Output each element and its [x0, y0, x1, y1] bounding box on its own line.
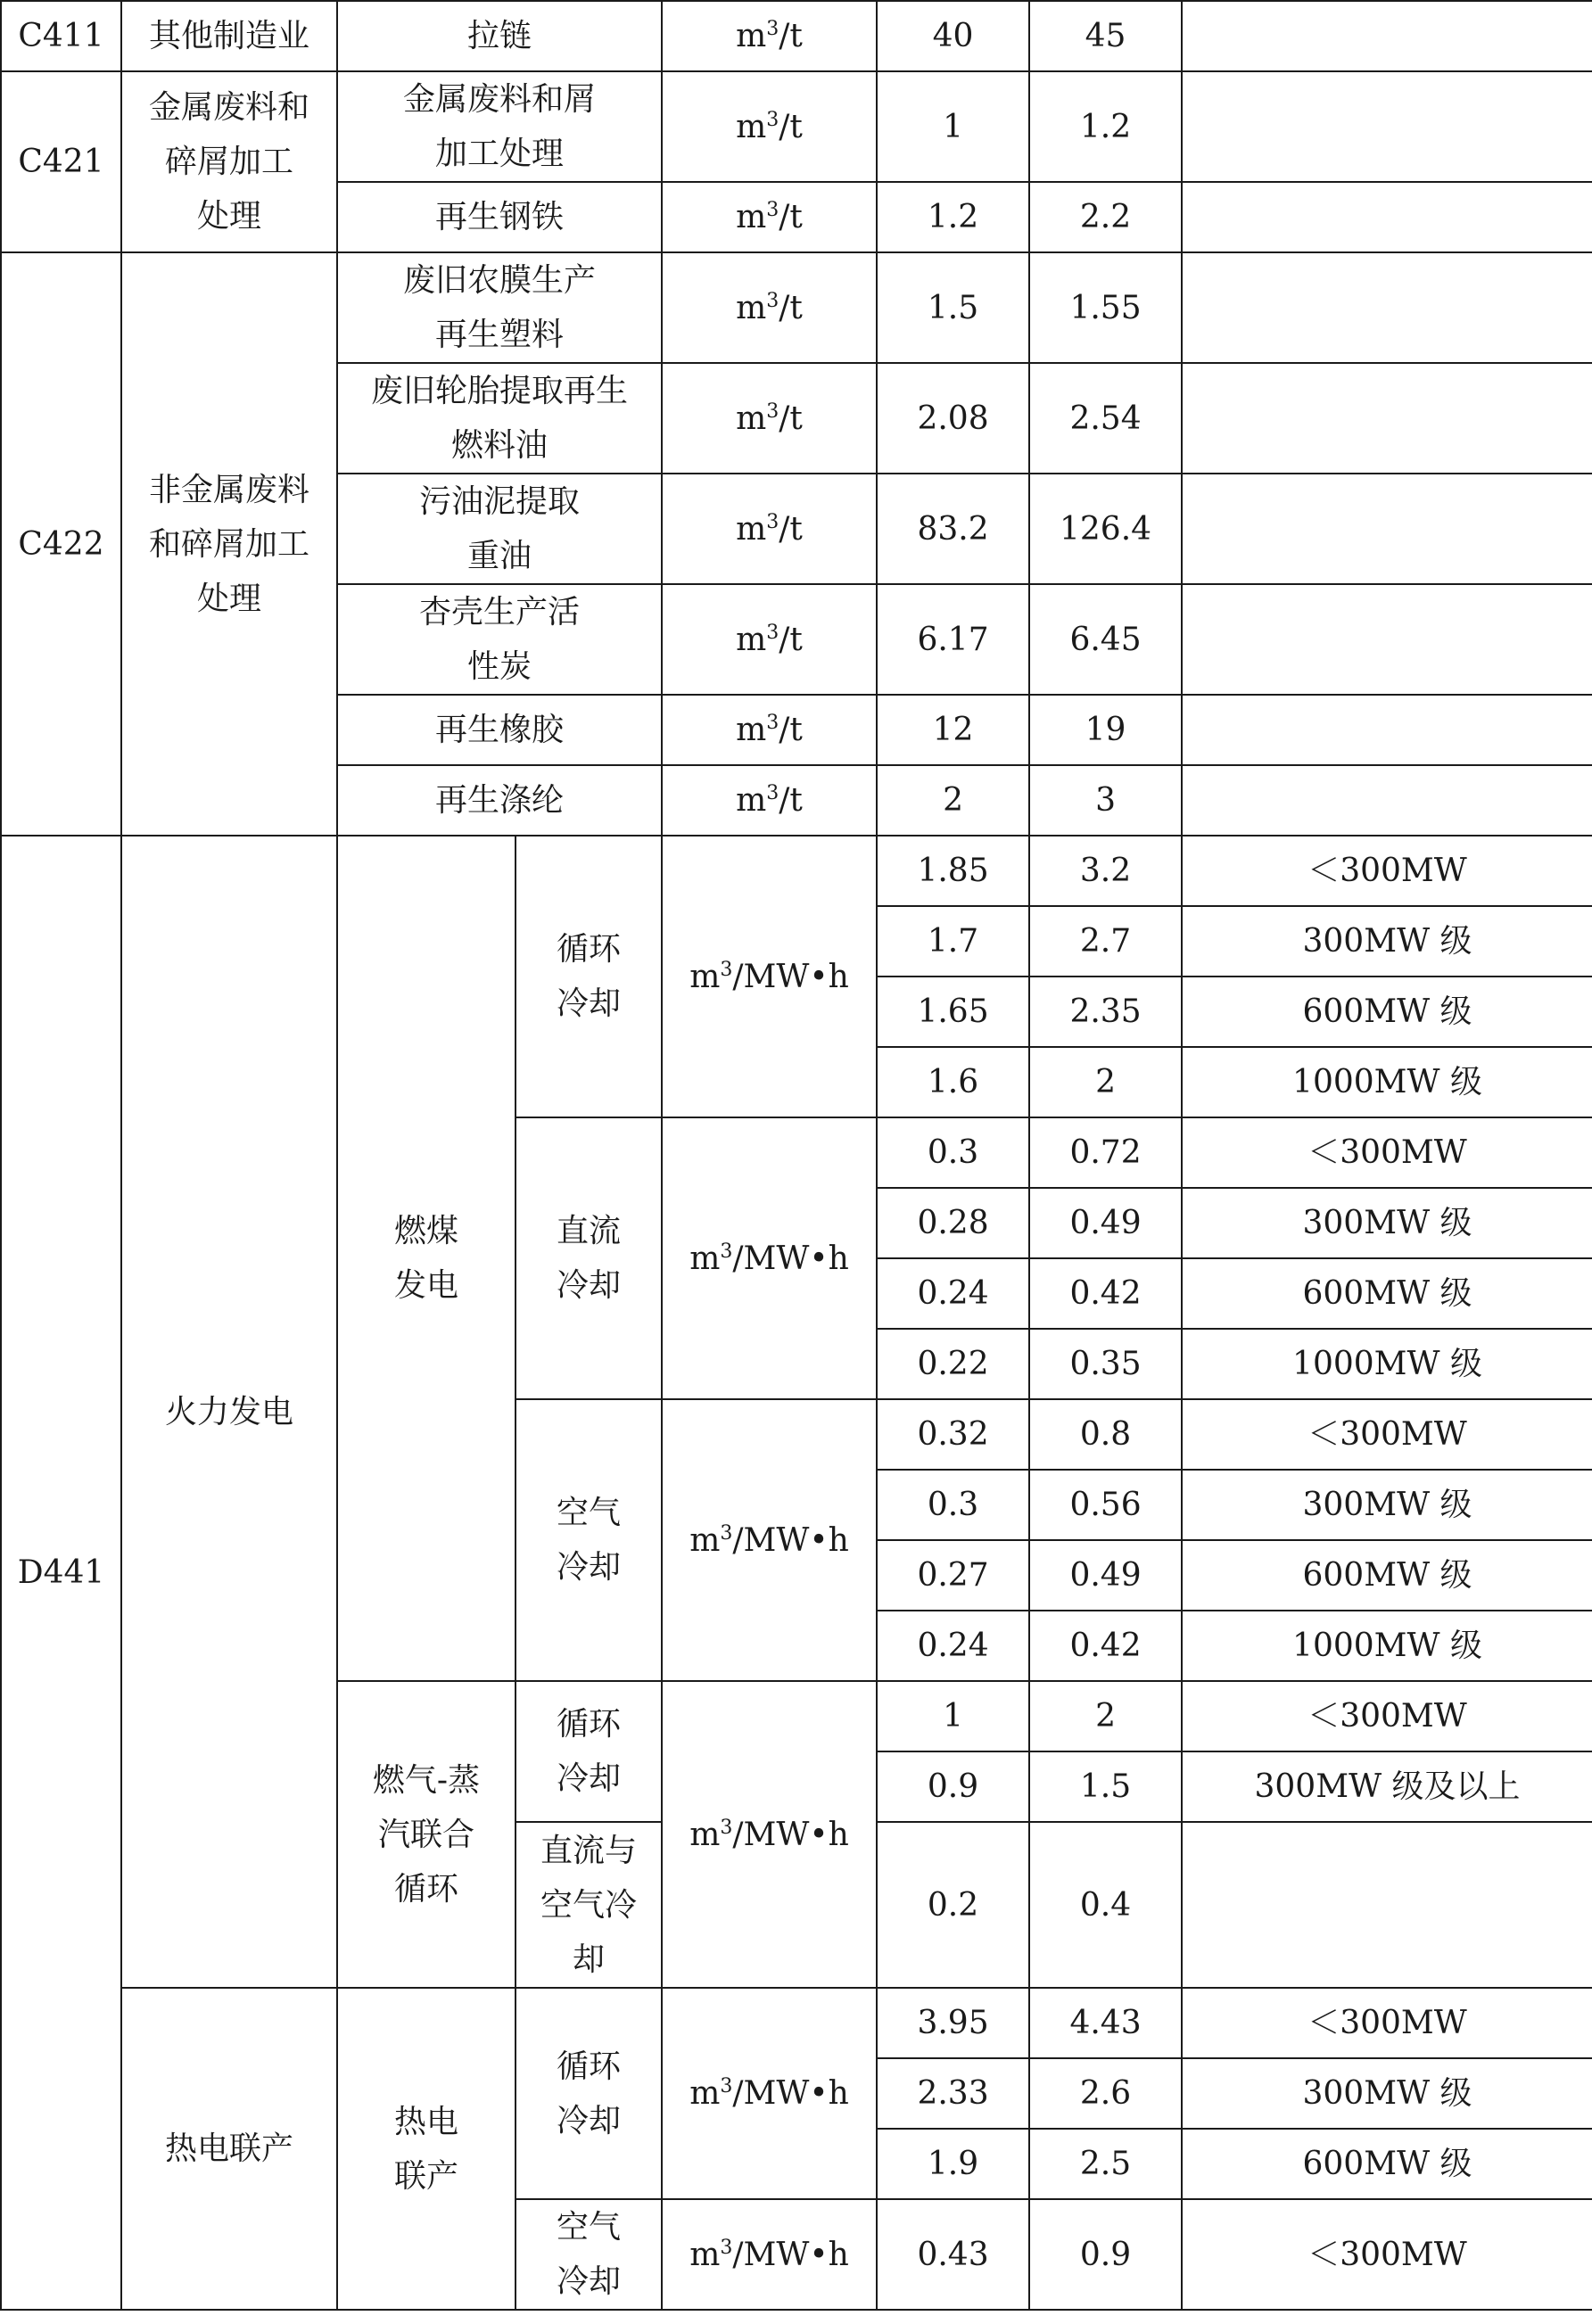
- industry-category: 其他制造业: [121, 1, 337, 71]
- unit: $m^3/t$: [662, 474, 877, 584]
- value-advanced: 1.2: [877, 182, 1029, 252]
- industry-code: D441: [1, 836, 121, 2310]
- unit: $m^3/t$: [662, 363, 877, 474]
- note: [1182, 695, 1592, 765]
- product-name: 金属废料和屑 加工处理: [337, 71, 662, 182]
- table-row: [1, 71, 1592, 182]
- value-advanced: 40: [877, 1, 1029, 71]
- note: ＜300MW: [1182, 836, 1592, 906]
- value-advanced: 1.65: [877, 977, 1029, 1047]
- unit: $m^3/MW•h$: [662, 1117, 877, 1399]
- value-general: 0.8: [1029, 1399, 1182, 1470]
- unit: $m^3/MW•h$: [662, 1681, 877, 1988]
- value-advanced: 1: [877, 1681, 1029, 1751]
- cooling-method: 循环 冷却: [516, 836, 662, 1117]
- value-advanced: 12: [877, 695, 1029, 765]
- note: [1182, 474, 1592, 584]
- value-general: 0.35: [1029, 1329, 1182, 1399]
- value-advanced: 1: [877, 71, 1029, 182]
- cooling-method: 直流 冷却: [516, 1117, 662, 1399]
- product-name: 污油泥提取 重油: [337, 474, 662, 584]
- cooling-method: 直流与 空气冷 却: [516, 1822, 662, 1988]
- unit: $m^3/MW•h$: [662, 2199, 877, 2310]
- value-advanced: 0.3: [877, 1470, 1029, 1540]
- cooling-method: 空气 冷却: [516, 2199, 662, 2310]
- cooling-method: 循环 冷却: [516, 1988, 662, 2199]
- note: 300MW 级: [1182, 906, 1592, 977]
- product-name: 废旧轮胎提取再生 燃料油: [337, 363, 662, 474]
- product-name: 再生钢铁: [337, 182, 662, 252]
- note: 600MW 级: [1182, 1258, 1592, 1329]
- value-general: 0.49: [1029, 1540, 1182, 1611]
- value-advanced: 6.17: [877, 584, 1029, 695]
- sub-category: 热电 联产: [337, 1988, 516, 2310]
- note: ＜300MW: [1182, 2199, 1592, 2310]
- value-advanced: 3.95: [877, 1988, 1029, 2058]
- note: [1182, 1, 1592, 71]
- table-row: [1, 1988, 1592, 2058]
- value-advanced: 0.22: [877, 1329, 1029, 1399]
- unit: $m^3/MW•h$: [662, 1988, 877, 2199]
- product-name: 再生橡胶: [337, 695, 662, 765]
- value-general: 2.6: [1029, 2058, 1182, 2129]
- value-advanced: 0.32: [877, 1399, 1029, 1470]
- value-advanced: 0.24: [877, 1611, 1029, 1681]
- unit: $m^3/t$: [662, 765, 877, 836]
- note: 600MW 级: [1182, 977, 1592, 1047]
- note: [1182, 363, 1592, 474]
- value-advanced: 2.33: [877, 2058, 1029, 2129]
- industry-code: C421: [1, 71, 121, 252]
- value-advanced: 0.27: [877, 1540, 1029, 1611]
- value-general: 19: [1029, 695, 1182, 765]
- value-advanced: 0.28: [877, 1188, 1029, 1258]
- product-name: 拉链: [337, 1, 662, 71]
- value-general: 0.9: [1029, 2199, 1182, 2310]
- table-row: [1, 252, 1592, 363]
- note: [1182, 252, 1592, 363]
- unit: $m^3/t$: [662, 182, 877, 252]
- value-general: 1.55: [1029, 252, 1182, 363]
- unit: $m^3/t$: [662, 584, 877, 695]
- note: [1182, 1822, 1592, 1988]
- value-general: 0.56: [1029, 1470, 1182, 1540]
- note: [1182, 584, 1592, 695]
- value-advanced: 1.85: [877, 836, 1029, 906]
- note: ＜300MW: [1182, 1399, 1592, 1470]
- value-general: 0.42: [1029, 1258, 1182, 1329]
- cooling-method: 空气 冷却: [516, 1399, 662, 1681]
- value-advanced: 1.9: [877, 2129, 1029, 2199]
- note: 600MW 级: [1182, 1540, 1592, 1611]
- value-advanced: 0.3: [877, 1117, 1029, 1188]
- note: 300MW 级及以上: [1182, 1751, 1592, 1822]
- note: 300MW 级: [1182, 1188, 1592, 1258]
- industry-category: 火力发电: [121, 836, 337, 1988]
- value-general: 2: [1029, 1047, 1182, 1117]
- sub-category: 燃煤 发电: [337, 836, 516, 1681]
- value-general: 1.5: [1029, 1751, 1182, 1822]
- note: [1182, 71, 1592, 182]
- value-general: 2.54: [1029, 363, 1182, 474]
- value-general: 0.4: [1029, 1822, 1182, 1988]
- product-name: 废旧农膜生产 再生塑料: [337, 252, 662, 363]
- value-advanced: 1.6: [877, 1047, 1029, 1117]
- note: 1000MW 级: [1182, 1047, 1592, 1117]
- value-general: 1.2: [1029, 71, 1182, 182]
- note: [1182, 182, 1592, 252]
- unit: $m^3/MW•h$: [662, 1399, 877, 1681]
- value-general: 2.2: [1029, 182, 1182, 252]
- unit: $m^3/t$: [662, 1, 877, 71]
- industry-category: 金属废料和 碎屑加工 处理: [121, 71, 337, 252]
- value-general: 126.4: [1029, 474, 1182, 584]
- cooling-method: 循环 冷却: [516, 1681, 662, 1822]
- value-general: 6.45: [1029, 584, 1182, 695]
- value-general: 2.5: [1029, 2129, 1182, 2199]
- note: 600MW 级: [1182, 2129, 1592, 2199]
- value-advanced: 0.43: [877, 2199, 1029, 2310]
- value-advanced: 0.2: [877, 1822, 1029, 1988]
- value-general: 0.49: [1029, 1188, 1182, 1258]
- industry-category: 非金属废料 和碎屑加工 处理: [121, 252, 337, 836]
- unit: $m^3/t$: [662, 71, 877, 182]
- industry-code: C411: [1, 1, 121, 71]
- note: ＜300MW: [1182, 1988, 1592, 2058]
- product-name: 再生涤纶: [337, 765, 662, 836]
- table-row: [1, 836, 1592, 906]
- unit: $m^3/MW•h$: [662, 836, 877, 1117]
- note: 300MW 级: [1182, 2058, 1592, 2129]
- value-general: 4.43: [1029, 1988, 1182, 2058]
- value-advanced: 2.08: [877, 363, 1029, 474]
- note: ＜300MW: [1182, 1681, 1592, 1751]
- value-advanced: 2: [877, 765, 1029, 836]
- note: 1000MW 级: [1182, 1611, 1592, 1681]
- sub-category: 燃气-蒸 汽联合 循环: [337, 1681, 516, 1988]
- product-name: 杏壳生产活 性炭: [337, 584, 662, 695]
- value-general: 2: [1029, 1681, 1182, 1751]
- value-general: 0.42: [1029, 1611, 1182, 1681]
- note: ＜300MW: [1182, 1117, 1592, 1188]
- note: 1000MW 级: [1182, 1329, 1592, 1399]
- value-general: 2.7: [1029, 906, 1182, 977]
- value-general: 3: [1029, 765, 1182, 836]
- value-general: 0.72: [1029, 1117, 1182, 1188]
- table-row: [1, 1, 1592, 71]
- unit: $m^3/t$: [662, 695, 877, 765]
- note: 300MW 级: [1182, 1470, 1592, 1540]
- value-advanced: 0.24: [877, 1258, 1029, 1329]
- value-general: 45: [1029, 1, 1182, 71]
- unit: $m^3/t$: [662, 252, 877, 363]
- value-advanced: 1.7: [877, 906, 1029, 977]
- industry-code: C422: [1, 252, 121, 836]
- value-advanced: 83.2: [877, 474, 1029, 584]
- value-general: 3.2: [1029, 836, 1182, 906]
- value-advanced: 1.5: [877, 252, 1029, 363]
- value-advanced: 0.9: [877, 1751, 1029, 1822]
- industry-category: 热电联产: [121, 1988, 337, 2310]
- value-general: 2.35: [1029, 977, 1182, 1047]
- note: [1182, 765, 1592, 836]
